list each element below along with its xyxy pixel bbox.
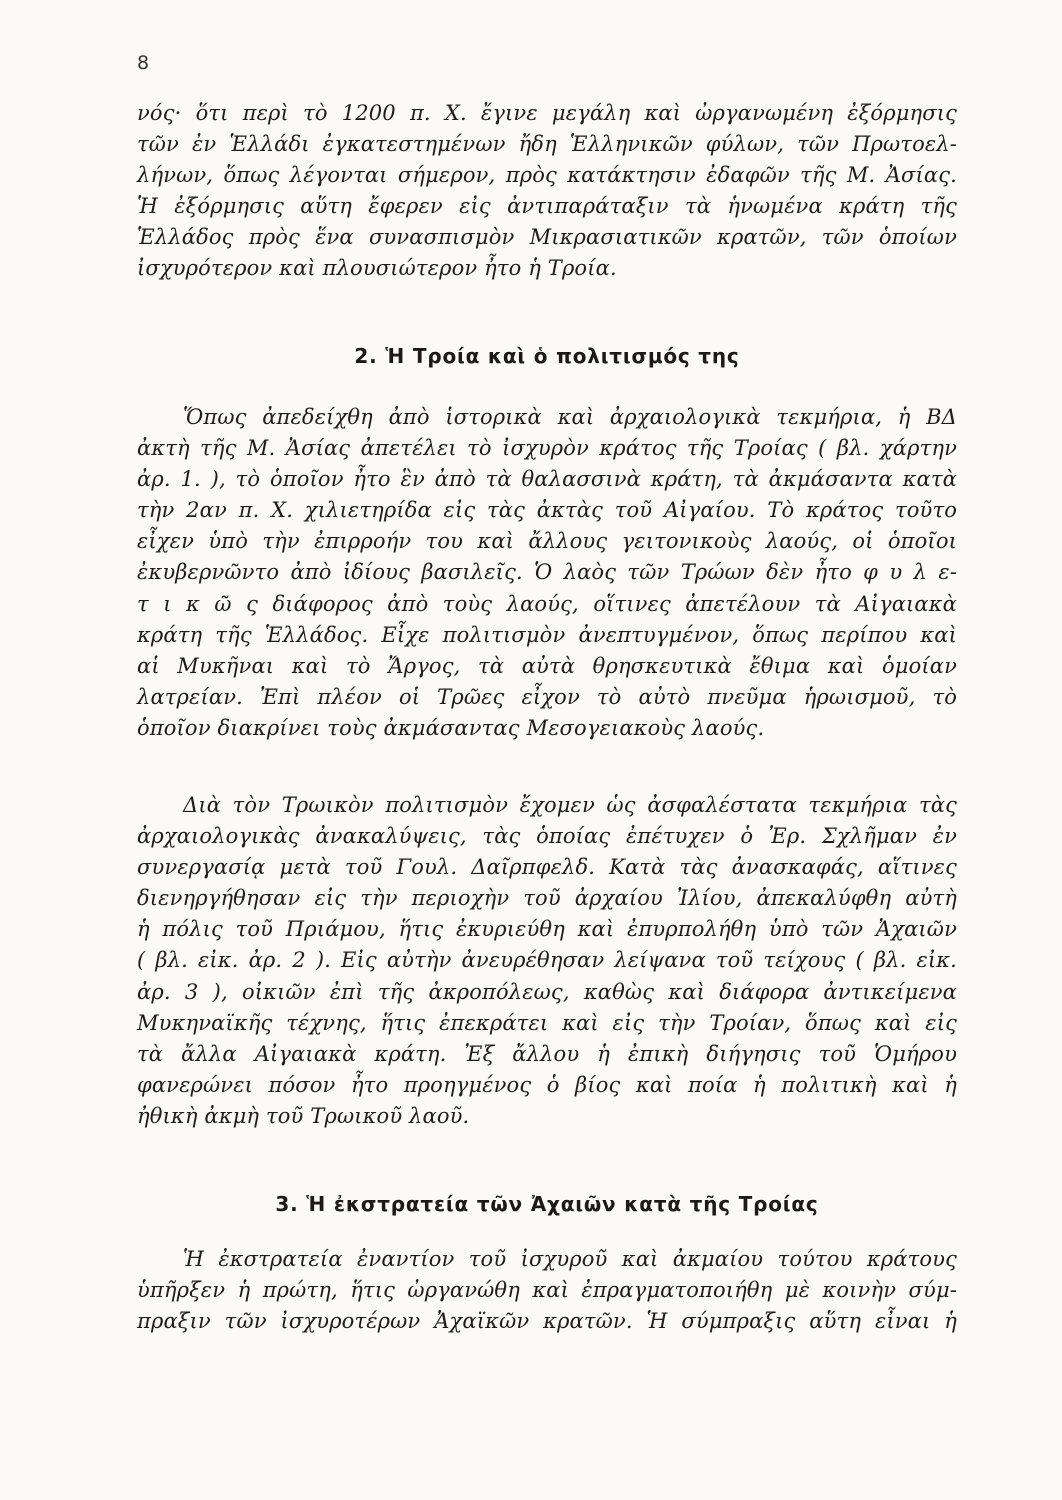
- text-line: τὰ ἄλλα Αἰγαιακὰ κράτη. Ἐξ ἄλλου ἡ ἐπικὴ διήγησις τοῦ Ὁμήρου: [137, 1041, 957, 1066]
- text-line: λήνων, ὅπως λέγονται σήμερον, πρὸς κατάκτησιν ἐδαφῶν τῆς Μ. Ἀσίας.: [137, 163, 957, 188]
- section-heading-achaean-expedition: 3. Ἡ ἐκστρατεία τῶν Ἀχαιῶν κατὰ τῆς Τροίας: [275, 1192, 819, 1216]
- text-line: ἰσχυρότερον καὶ πλουσιώτερον ἦτο ἡ Τροία.: [137, 256, 617, 281]
- text-line: ὁποῖον διακρίνει τοὺς ἀκμάσαντας Μεσογειακοὺς λαούς.: [137, 715, 765, 740]
- text-line: κράτη τῆς Ἑλλάδος. Εἶχε πολιτισμὸν ἀνεπτυγμένον, ὅπως περίπου καὶ: [137, 622, 957, 647]
- text-line: ἀκτὴ τῆς Μ. Ἀσίας ἀπετέλει τὸ ἰσχυρὸν κράτος τῆς Τροίας ( βλ. χάρτην: [137, 436, 957, 461]
- text-line: τ ι κ ῶ ς διάφορος ἀπὸ τοὺς λαούς, οἵτινες ἀπετέλουν τὰ Αἰγαιακὰ: [137, 591, 957, 616]
- text-line: αἱ Μυκῆναι καὶ τὸ Ἄργος, τὰ αὐτὰ θρησκευτικὰ ἔθιμα καὶ ὁμοίαν: [137, 653, 957, 678]
- text-line: ἀρ. 1. ), τὸ ὁποῖον ἦτο ἓν ἀπὸ τὰ θαλασσινὰ κράτη, τὰ ἀκμάσαντα κατὰ: [137, 467, 957, 492]
- text-line: ἀρχαιολογικὰς ἀνακαλύψεις, τὰς ὁποίας ἐπέτυχεν ὁ Ἐρ. Σχλῆμαν ἐν: [137, 824, 957, 849]
- text-line: Ἡ ἐκστρατεία ἐναντίον τοῦ ἰσχυροῦ καὶ ἀκμαίου τούτου κράτους: [183, 1247, 957, 1271]
- text-line: Ὅπως ἀπεδείχθη ἀπὸ ἱστορικὰ καὶ ἀρχαιολογικὰ τεκμήρια, ἡ ΒΔ: [183, 405, 957, 429]
- text-line: ἐκυβερνῶντο ἀπὸ ἰδίους βασιλεῖς. Ὁ λαὸς τῶν Τρώων δὲν ἦτο φ υ λ ε-: [137, 560, 957, 585]
- section-heading-troy-civilization: 2. Ἡ Τροία καὶ ὁ πολιτισμός της: [354, 344, 740, 368]
- expedition-paragraph-1: [137, 1244, 957, 1337]
- text-line: συνεργασίᾳ μετὰ τοῦ Γουλ. Δαῖρπφελδ. Κατὰ τὰς ἀνασκαφάς, αἵτινες: [137, 855, 957, 880]
- text-line: ( βλ. εἰκ. ἀρ. 2 ). Εἰς αὐτὴν ἀνευρέθησαν λείψανα τοῦ τείχους ( βλ. εἰκ.: [137, 948, 957, 973]
- text-line: τῶν ἐν Ἑλλάδι ἐγκατεστημένων ἤδη Ἑλληνικῶν φύλων, τῶν Πρωτοελ-: [137, 132, 957, 157]
- text-line: Μυκηναϊκῆς τέχνης, ἥτις ἐπεκράτει καὶ εἰς τὴν Τροίαν, ὅπως καὶ εἰς: [137, 1010, 957, 1035]
- text-line: εἶχεν ὑπὸ τὴν ἐπιρροήν του καὶ ἄλλους γειτονικοὺς λαούς, οἱ ὁποῖοι: [137, 529, 957, 554]
- text-line: τὴν 2αν π. Χ. χιλιετηρίδα εἰς τὰς ἀκτὰς τοῦ Αἰγαίου. Τὸ κράτος τοῦτο: [137, 498, 957, 523]
- text-line: Διὰ τὸν Τρωικὸν πολιτισμὸν ἔχομεν ὡς ἀσφαλέστατα τεκμήρια τὰς: [183, 793, 957, 817]
- text-line: λατρείαν. Ἐπὶ πλέον οἱ Τρῶες εἶχον τὸ αὐτὸ πνεῦμα ἡρωισμοῦ, τὸ: [137, 684, 957, 709]
- text-line: Ἑλλάδος πρὸς ἕνα συνασπισμὸν Μικρασιατικῶν κρατῶν, τῶν ὁποίων: [137, 225, 957, 250]
- text-line: Ἡ ἐξόρμησις αὕτη ἔφερεν εἰς ἀντιπαράταξιν τὰ ἡνωμένα κράτη τῆς: [137, 194, 957, 219]
- page-number: 8: [137, 52, 150, 74]
- text-line: ἡ πόλις τοῦ Πριάμου, ἥτις ἐκυριεύθη καὶ ἐπυρπολήθη ὑπὸ τῶν Ἀχαιῶν: [137, 917, 957, 942]
- troy-paragraph-1: [137, 402, 957, 744]
- text-line: ἀρ. 3 ), οἰκιῶν ἐπὶ τῆς ἀκροπόλεως, καθὼς καὶ διάφορα ἀντικείμενα: [137, 979, 957, 1004]
- text-line: ἠθικὴ ἀκμὴ τοῦ Τρωικοῦ λαοῦ.: [137, 1103, 470, 1128]
- text-line: πραξιν τῶν ἰσχυροτέρων Ἀχαϊκῶν κρατῶν. Ἡ σύμπραξις αὕτη εἶναι ἡ: [137, 1309, 957, 1334]
- text-line: νός· ὅτι περὶ τὸ 1200 π. Χ. ἔγινε μεγάλη καὶ ὠργανωμένη ἐξόρμησις: [137, 101, 957, 125]
- intro-paragraph: [137, 98, 957, 285]
- troy-paragraph-2: [137, 790, 957, 1132]
- text-line: ὑπῆρξεν ἡ πρώτη, ἥτις ὠργανώθη καὶ ἐπραγματοποιήθη μὲ κοινὴν σύμ-: [137, 1278, 957, 1303]
- text-line: διενηργήθησαν εἰς τὴν περιοχὴν τοῦ ἀρχαίου Ἰλίου, ἀπεκαλύφθη αὐτὴ: [137, 886, 957, 911]
- text-line: φανερώνει πόσον ἦτο προηγμένος ὁ βίος καὶ ποία ἡ πολιτικὴ καὶ ἡ: [137, 1072, 957, 1097]
